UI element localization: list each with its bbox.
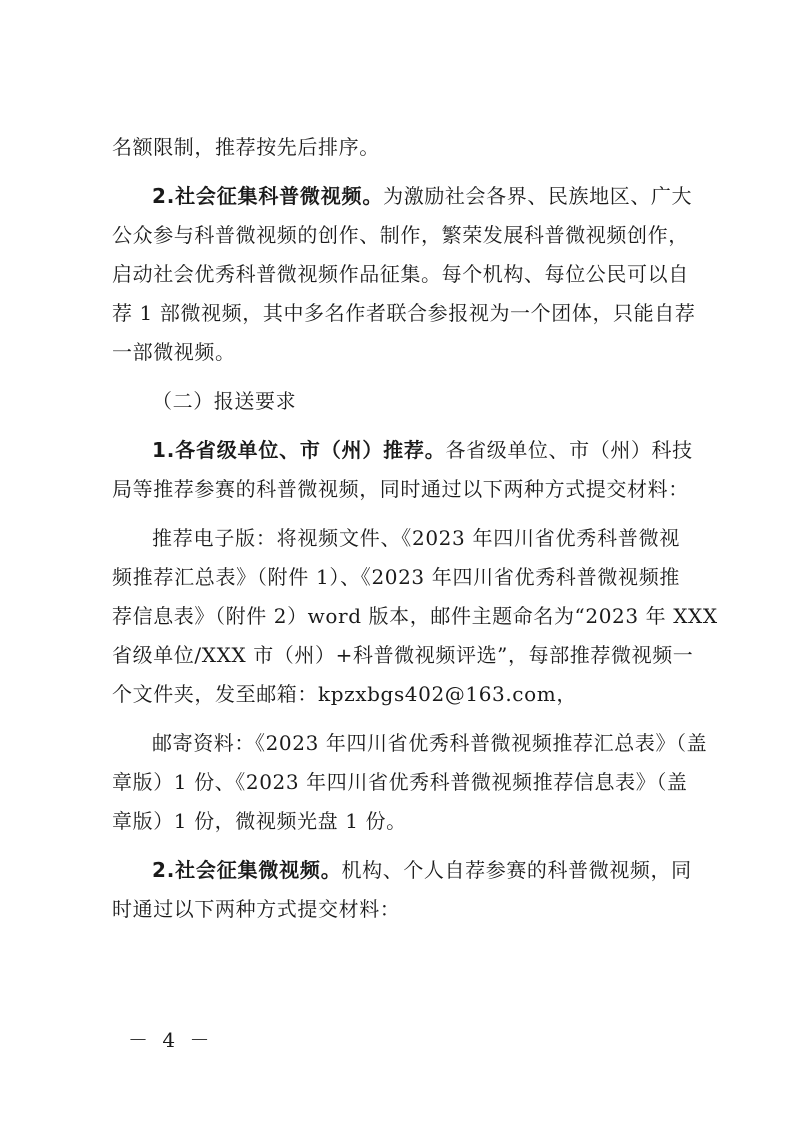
text-line: 频推荐汇总表》（附件 1）、《2023 年四川省优秀科普微视频推 [112,565,680,589]
text-line: 章版）1 份，微视频光盘 1 份。 [112,809,407,833]
text-line: 荐信息表》（附件 2）word 版本，邮件主题命名为“2023 年 XXX [112,604,718,628]
section-heading: 1.各省级单位、市（州）推荐。 [152,438,446,462]
paragraph-submission-requirements [112,382,680,421]
section-heading: 2.社会征集微视频。 [152,858,342,882]
text-line: 推荐电子版：将视频文件、《2023 年四川省优秀科普微视 [152,526,680,550]
text-span: 机构、个人自荐参赛的科普微视频，同 [341,858,692,882]
text-line: 章版）1 份、《2023 年四川省优秀科普微视频推荐信息表》（盖 [112,770,688,794]
text-line: 荐 1 部微视频，其中多名作者联合参报视为一个团体，只能自荐 [112,301,696,325]
page-number: － 4 － [128,1028,214,1052]
text-line: 省级单位/XXX 市（州）+科普微视频评选”，每部推荐微视频一 [112,643,694,667]
document-body [112,128,718,929]
text-line [112,177,693,216]
text-line: 局等推荐参赛的科普微视频，同时通过以下两种方式提交材料： [112,477,689,501]
text-line: 时通过以下两种方式提交材料： [112,897,401,921]
text-span: 为激励社会各界、民族地区、广大 [383,184,693,208]
text-line: 公众参与科普微视频的创作、制作，繁荣发展科普微视频创作， [112,223,689,247]
text-line: 一部微视频。 [112,340,236,364]
paragraph-electronic-version [112,519,718,714]
text-span: 各省级单位、市（州）科技 [445,438,693,462]
text-line: 名额限制，推荐按先后排序。 [112,135,380,159]
paragraph-social-collection [112,177,696,372]
text-line [112,431,693,470]
section-heading: 2.社会征集科普微视频。 [152,184,384,208]
paragraph-social-video-collection [112,851,692,929]
text-line: 启动社会优秀科普微视频作品征集。每个机构、每位公民可以自 [112,262,689,286]
paragraph-provincial-recommendation [112,431,693,509]
subsection-heading: （二）报送要求 [152,389,297,413]
email-line: 个文件夹，发至邮箱：kpzxbgs402@163.com， [112,682,577,706]
paragraph-mailing-materials [112,724,708,841]
paragraph-quota-limit [112,128,680,167]
text-line [112,851,692,890]
text-line: 邮寄资料：《2023 年四川省优秀科普微视频推荐汇总表》（盖 [152,731,708,755]
